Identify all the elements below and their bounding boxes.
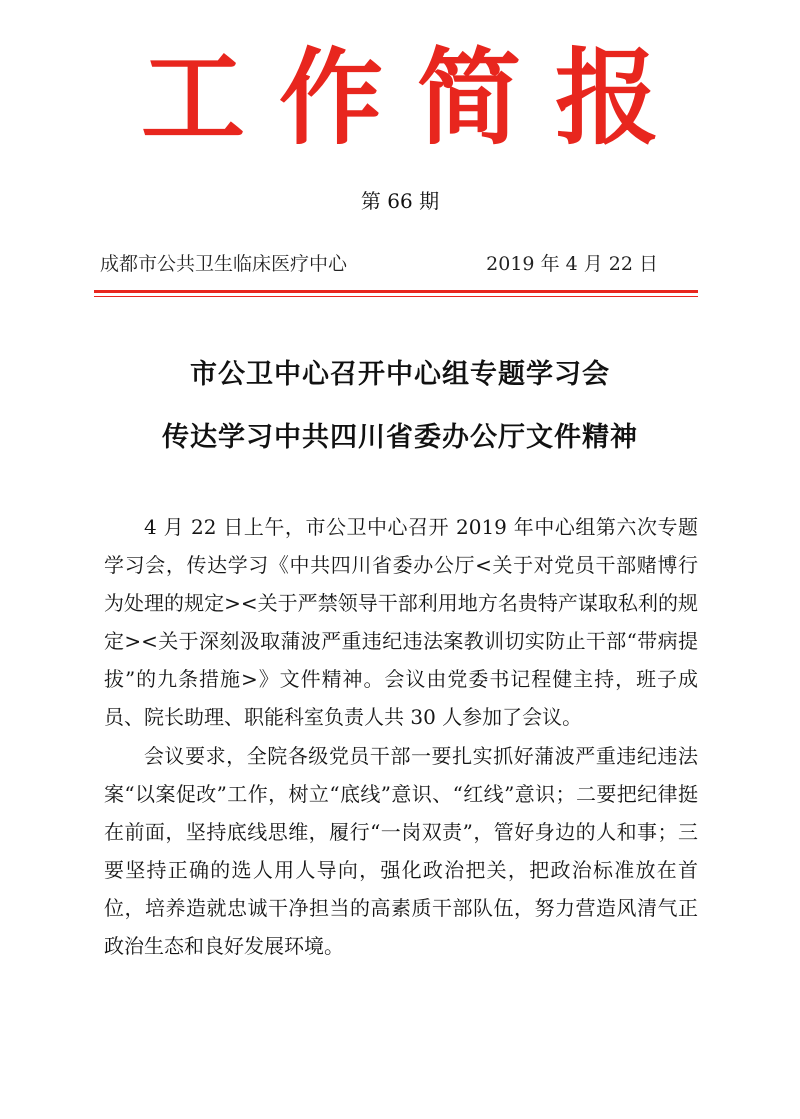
article-title-line-2: 传达学习中共四川省委办公厅文件精神 (162, 422, 638, 453)
masthead-divider-thick (94, 290, 698, 293)
issuing-organization: 成都市公共卫生临床医疗中心 (100, 253, 348, 275)
body-paragraph: 会议要求，全院各级党员干部一要扎实抓好蒲波严重违纪违法案“以案促改”工作，树立“底线”意识、“红线”意识；二要把纪律挺在前面，坚持底线思维，履行“一岗双责”，管好身边的人和事；三要坚持正确的选人用人导向，强化政治把关，把政治标准放在首位，培养造就忠诚干净担当的高素质干部队伍，努力营造风清气正政治生态和良好发展环境。 (104, 744, 698, 958)
issue-number: 第 66 期 (360, 189, 440, 213)
masthead-divider-thin (94, 296, 698, 297)
body-paragraph: 4 月 22 日上午，市公卫中心召开 2019 年中心组第六次专题学习会，传达学习《中共四川省委办公厅<关于对党员干部赌博行为处理的规定><关于严禁领导干部利用地方名贵特产谋取私利的规定><关于深刻汲取蒲波严重违纪违法案教训切实防止干部“带病提拔”的九条措施>》文件精神。会议由党委书记程健主持，班子成员、院长助理、职能科室负责人共 30 人参加了会议。 (104, 515, 698, 729)
masthead-title: 工作简报 (140, 36, 693, 159)
article-body (104, 508, 698, 965)
article-title-line-1: 市公卫中心召开中心组专题学习会 (190, 359, 610, 390)
issue-date: 2019 年 4 月 22 日 (486, 253, 658, 275)
